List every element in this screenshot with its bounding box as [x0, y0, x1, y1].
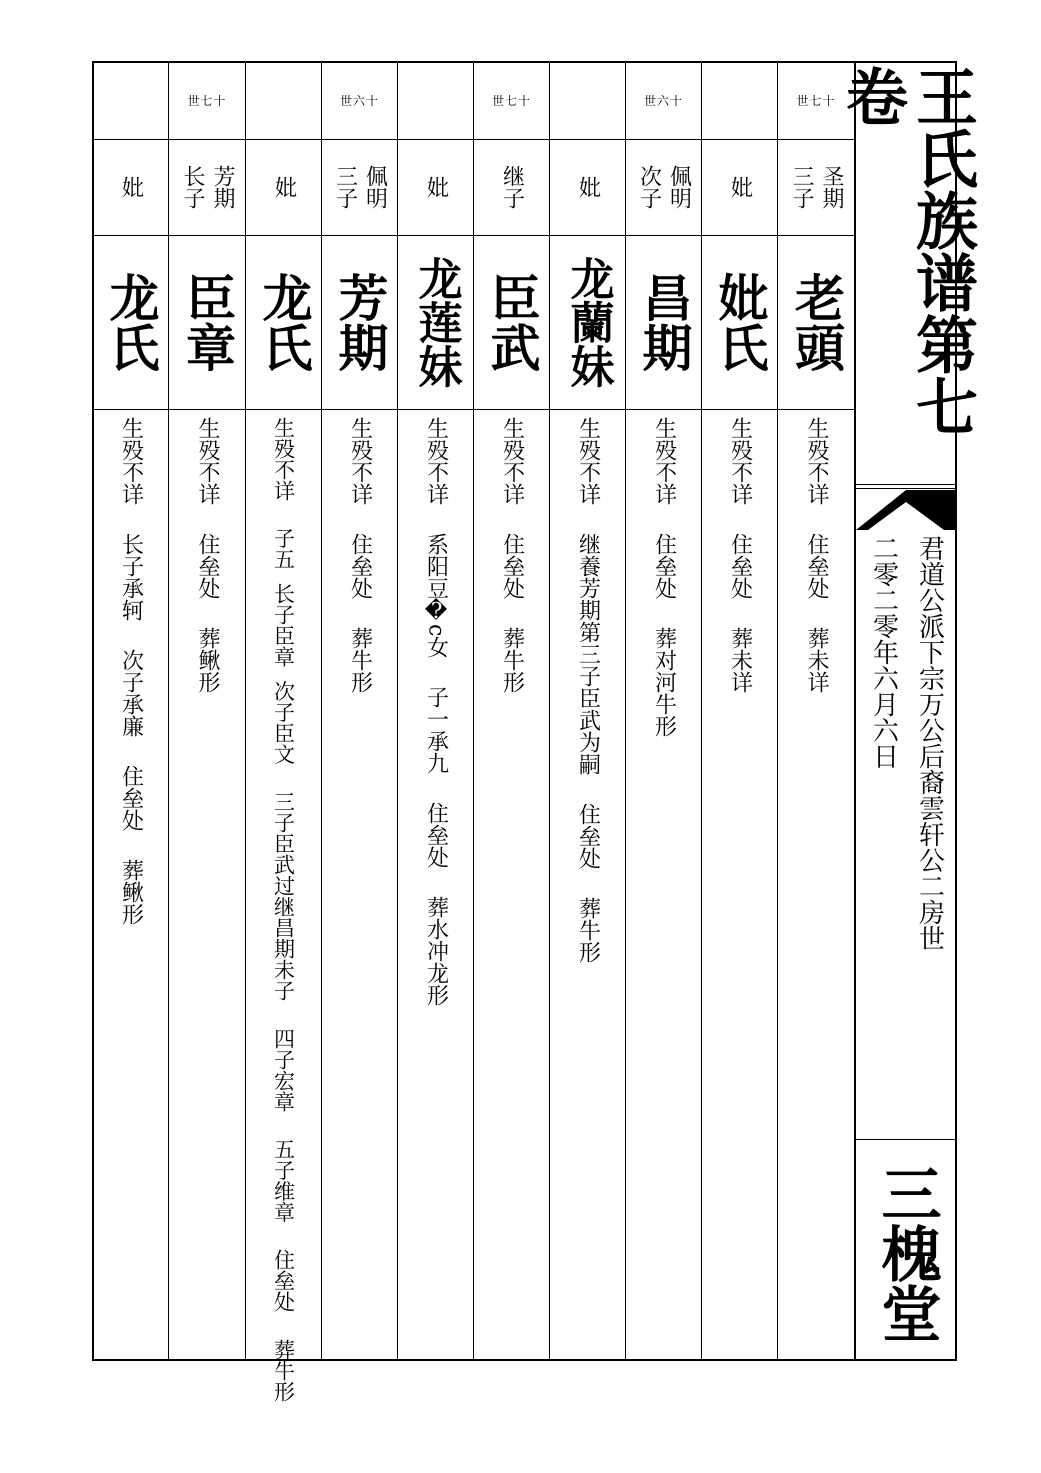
life-notes: 生殁不详 继養芳期第三子臣武为嗣 住垒处 葬牛形 [575, 417, 601, 963]
person-name: 昌期 [634, 272, 693, 372]
entry-column [322, 61, 397, 1361]
relation-text: 圣期 [819, 165, 844, 209]
generation-label: 世七十 [491, 93, 531, 108]
person-name: 龙莲妹 [410, 256, 462, 388]
title-divider [856, 484, 957, 485]
life-notes: 生殁不详 系阳豆�c女 子一承九 住垒处 葬水冲龙形 [423, 417, 449, 1007]
date-text: 二零二零年六月六日 [868, 535, 899, 769]
relation-text: 继子 [499, 165, 525, 209]
relation-text: 三子 [332, 165, 358, 209]
entry-column [550, 61, 625, 1361]
person-name: 臣章 [178, 272, 236, 372]
generation-label: 世七十 [796, 93, 836, 108]
relation-text: 三子 [789, 165, 814, 209]
entry-column [474, 61, 549, 1361]
generation-label: 世六十 [339, 93, 379, 108]
subtitle-panel [856, 535, 957, 1135]
life-notes: 生殁不详 住垒处 葬牛形 [347, 417, 373, 693]
life-notes: 生殁不详 住垒处 葬对河牛形 [651, 417, 677, 737]
relation-text: 妣 [575, 176, 601, 198]
relation-text: 芳期 [210, 165, 235, 209]
hall-name-panel [856, 1148, 957, 1358]
relation-text: 次子 [636, 165, 662, 209]
entry-column [169, 61, 245, 1361]
life-notes: 生殁不详 住垒处 葬未详 [727, 417, 753, 693]
entry-column [246, 61, 321, 1402]
entry-column [626, 61, 701, 1361]
life-notes: 生殁不详 住垒处 葬未详 [804, 417, 829, 693]
generation-label: 世七十 [187, 93, 227, 108]
person-name: 龙氏 [254, 272, 313, 372]
hall-name: 三槐堂 [871, 1163, 942, 1343]
person-name: 龙氏 [101, 272, 160, 372]
person-name: 龙蘭妹 [562, 256, 614, 388]
life-notes: 生殁不详 子五 长子臣章 次子臣文 三子臣武过继昌期未子 四子宏章 五子维章 住垒处 葬牛形 [271, 417, 296, 1402]
relation-text: 妣 [271, 176, 297, 198]
title-divider [856, 488, 957, 489]
hall-divider [856, 1139, 957, 1140]
person-name: 芳期 [330, 272, 389, 372]
subtitle: 君道公派下宗万公后裔雲轩公二房世 [914, 535, 945, 951]
book-title-panel [835, 61, 979, 486]
person-name: 妣氏 [710, 272, 769, 372]
relation-text: 长子 [180, 165, 205, 209]
person-name: 老頭 [787, 272, 845, 372]
relation-text: 妣 [423, 176, 449, 198]
relation-text: 佩明 [362, 165, 388, 209]
book-title: 王氏族谱第七卷 [835, 65, 979, 437]
entry-column [398, 61, 473, 1361]
triangle-ornament [856, 490, 957, 530]
relation-text: 妣 [118, 176, 144, 198]
entry-column [778, 61, 854, 1361]
life-notes: 生殁不详 住垒处 葬牛形 [499, 417, 525, 693]
entry-column [93, 61, 168, 1361]
generation-label: 世六十 [643, 93, 683, 108]
relation-text: 佩明 [666, 165, 692, 209]
entry-column [702, 61, 777, 1361]
life-notes: 生殁不详 住垒处 葬鳅形 [195, 417, 220, 693]
person-name: 臣武 [482, 272, 541, 372]
relation-text: 妣 [727, 176, 753, 198]
life-notes: 生殁不详 长子承轲 次子承廉 住垒处 葬鳅形 [118, 417, 144, 925]
